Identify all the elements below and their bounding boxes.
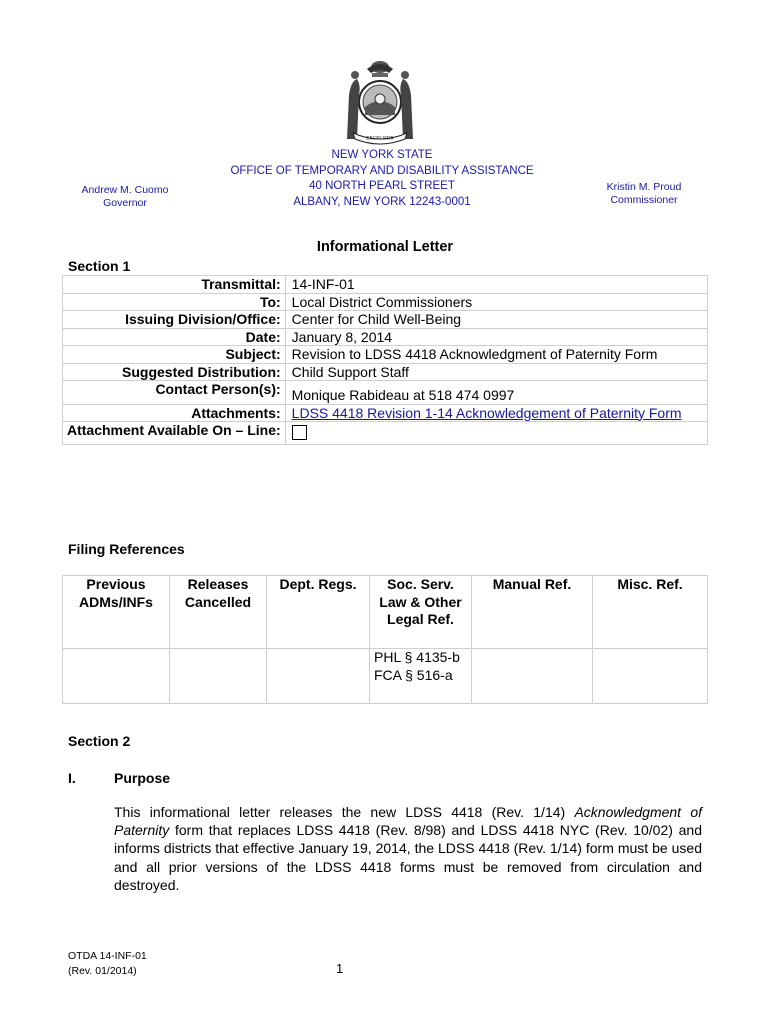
agency-header xyxy=(180,148,584,210)
online-label: Attachment Available On – Line: xyxy=(67,422,281,438)
table-row xyxy=(63,293,708,311)
governor-block xyxy=(70,184,180,210)
cell-soc-serv-law xyxy=(370,649,472,704)
phl-ref: PHL § 4135-b xyxy=(374,649,460,665)
date-label: Date: xyxy=(63,328,286,346)
col-previous-adms: Previous ADMs/INFs xyxy=(63,576,170,649)
commissioner-title: Commissioner xyxy=(610,194,678,206)
table-row xyxy=(63,422,708,445)
table-row xyxy=(63,328,708,346)
cell-misc-ref xyxy=(593,649,708,704)
office-name: OFFICE OF TEMPORARY AND DISABILITY ASSISTANCE xyxy=(230,164,534,177)
table-row xyxy=(63,311,708,329)
table-row xyxy=(63,381,708,405)
table-row xyxy=(63,404,708,422)
online-checkbox[interactable] xyxy=(292,425,307,440)
table-row xyxy=(63,649,708,704)
distribution-label: Suggested Distribution: xyxy=(63,363,286,381)
date-value: January 8, 2014 xyxy=(285,328,707,346)
state-name: NEW YORK STATE xyxy=(331,149,433,161)
to-value: Local District Commissioners xyxy=(285,293,707,311)
subject-value: Revision to LDSS 4418 Acknowledgment of Paternity Form xyxy=(285,346,707,364)
purpose-text-1: This informational letter releases the new LDSS 4418 (Rev. 1/14) xyxy=(114,804,575,820)
purpose-number: I. xyxy=(68,770,76,786)
commissioner-block xyxy=(588,181,700,207)
issuing-office-label: Issuing Division/Office: xyxy=(63,311,286,329)
subject-label: Subject: xyxy=(63,346,286,364)
governor-name: Andrew M. Cuomo xyxy=(81,184,169,196)
fca-ref: FCA § 516-a xyxy=(374,666,453,683)
cell-previous-adms xyxy=(63,649,170,704)
commissioner-name: Kristin M. Proud xyxy=(606,181,682,193)
footer-doc-code: OTDA 14-INF-01 xyxy=(68,950,147,962)
distribution-value: Child Support Staff xyxy=(285,363,707,381)
purpose-paragraph xyxy=(114,803,702,894)
cell-manual-ref xyxy=(472,649,593,704)
table-header-row xyxy=(63,576,708,649)
transmittal-table xyxy=(62,275,708,445)
col-manual-ref: Manual Ref. xyxy=(472,576,593,649)
attachments-cell xyxy=(285,404,707,422)
contact-value: Monique Rabideau at 518 474 0997 xyxy=(285,381,707,405)
table-row xyxy=(63,346,708,364)
table-row xyxy=(63,363,708,381)
footer-revision: (Rev. 01/2014) xyxy=(68,965,137,977)
section-2-heading: Section 2 xyxy=(68,733,131,749)
col-releases-cancelled: Releases Cancelled xyxy=(170,576,267,649)
seal-motto: EXCELSIOR xyxy=(366,136,394,142)
issuing-office-value: Center for Child Well-Being xyxy=(285,311,707,329)
page-number: 1 xyxy=(336,961,344,976)
ny-state-seal xyxy=(337,55,423,145)
to-label: To: xyxy=(63,293,286,311)
col-misc-ref: Misc. Ref. xyxy=(593,576,708,649)
contact-label: Contact Person(s): xyxy=(63,381,286,405)
attachment-link[interactable]: LDSS 4418 Revision 1-14 Acknowledgement of Paternity Form xyxy=(291,404,682,421)
footer-code xyxy=(68,949,147,979)
transmittal-value: 14-INF-01 xyxy=(285,276,707,294)
filing-references-heading: Filing References xyxy=(68,541,185,557)
cell-dept-regs xyxy=(267,649,370,704)
purpose-heading: Purpose xyxy=(114,770,171,786)
filing-references-table xyxy=(62,575,708,704)
table-row xyxy=(63,276,708,294)
col-soc-serv-law: Soc. Serv. Law & Other Legal Ref. xyxy=(370,576,472,649)
section-1-heading: Section 1 xyxy=(68,258,131,274)
document-title: Informational Letter xyxy=(316,239,454,255)
cell-releases-cancelled xyxy=(170,649,267,704)
purpose-text-2: form that replaces LDSS 4418 (Rev. 8/98) and LDSS 4418 NYC (Rev. 10/02) and informs districts that effective January 19, 2014, the LDSS 4418 (Rev. 1/14) form must be used and all prior versions of the LDSS 4418 forms must be removed from circulation and destroyed. xyxy=(114,822,702,893)
governor-title: Governor xyxy=(103,197,147,209)
city-address: ALBANY, NEW YORK 12243-0001 xyxy=(293,195,471,208)
transmittal-label: Transmittal: xyxy=(63,276,286,294)
street-address: 40 NORTH PEARL STREET xyxy=(309,180,455,192)
attachments-label: Attachments: xyxy=(63,404,286,422)
col-dept-regs: Dept. Regs. xyxy=(267,576,370,649)
online-cell xyxy=(285,422,707,445)
online-label-cell xyxy=(63,422,286,445)
purpose-text-italic: Acknowledgment of Paternity xyxy=(114,804,703,839)
